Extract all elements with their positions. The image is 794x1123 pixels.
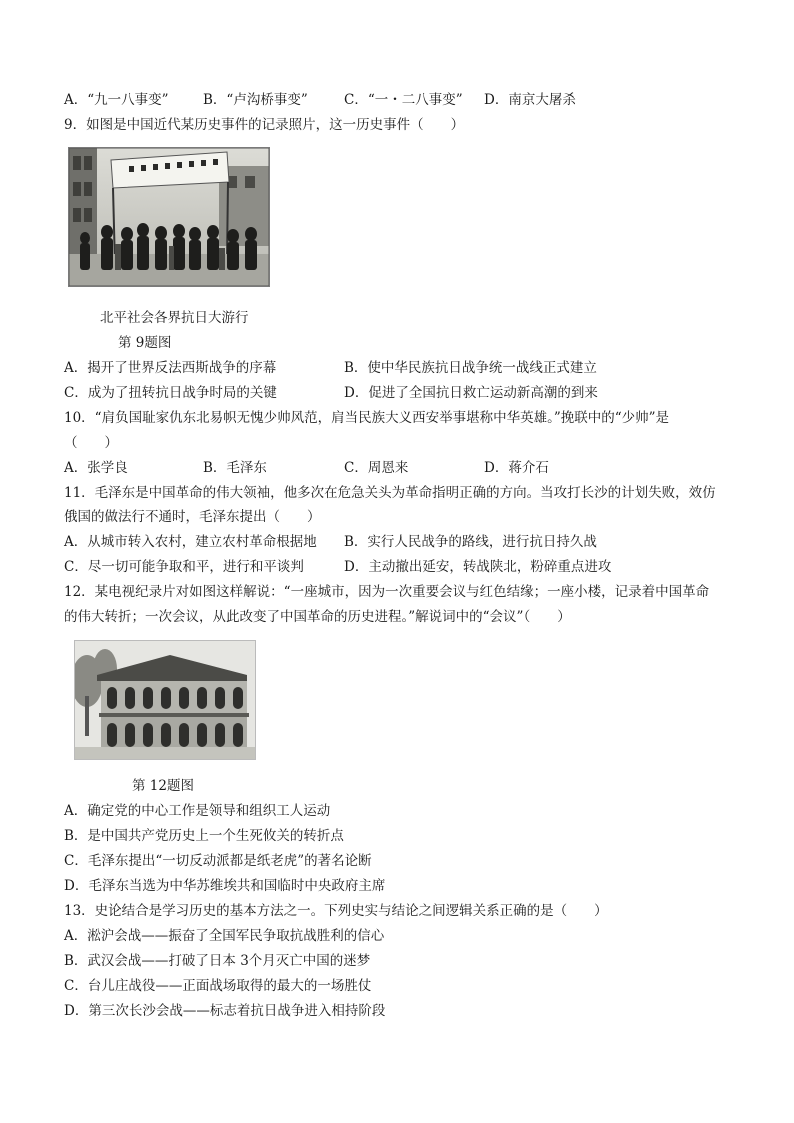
q10-option-d: D．蒋介石 [484, 460, 549, 476]
q13-option-d: D．第三次长沙会战——标志着抗日战争进入相持阶段 [64, 1003, 386, 1019]
q9-option-b: B．使中华民族抗日战争统一战线正式建立 [344, 360, 597, 376]
q11-option-c: C．尽一切可能争取和平，进行和平谈判 [64, 559, 304, 575]
q12-stem-line1: 12．某电视纪录片对如图这样解说：“一座城市，因为一次重要会议与红色结缘；一座小楼，记录着中国革命 [64, 584, 710, 600]
q11-option-b: B．实行人民战争的路线，进行抗日持久战 [344, 534, 597, 550]
q12-figure-label: 第 12题图 [132, 778, 194, 794]
q12-option-c: C．毛泽东提出“一切反动派都是纸老虎”的著名论断 [64, 853, 372, 869]
q11-option-d: D．主动撤出延安，转战陕北，粉碎重点进攻 [344, 559, 612, 575]
q8-option-b: B．“卢沟桥事变” [203, 92, 308, 108]
q11-option-a: A．从城市转入农村，建立农村革命根据地 [64, 534, 317, 550]
q13-option-c: C．台儿庄战役——正面战场取得的最大的一场胜仗 [64, 978, 372, 994]
q13-option-a: A．淞沪会战——振奋了全国军民争取抗战胜利的信心 [64, 928, 385, 944]
q9-photo-protest-march [68, 147, 270, 287]
q8-option-d: D．南京大屠杀 [484, 92, 576, 108]
q12-option-d: D．毛泽东当选为中华苏维埃共和国临时中央政府主席 [64, 878, 386, 894]
q9-figure-label: 第 9题图 [118, 335, 172, 351]
q8-option-c: C．“一・二八事变” [344, 92, 463, 108]
q9-option-d: D．促进了全国抗日救亡运动新高潮的到来 [344, 385, 598, 401]
q10-stem-line2: （ ） [64, 435, 118, 451]
q12-option-b: B．是中国共产党历史上一个生死攸关的转折点 [64, 828, 344, 844]
q11-stem-line1: 11．毛泽东是中国革命的伟大领袖，他多次在危急关头为革命指明正确的方向。当攻打长沙的计划失败，效仿 [64, 485, 716, 501]
q9-stem: 9．如图是中国近代某历史事件的记录照片，这一历史事件（ ） [64, 117, 465, 133]
q12-option-a: A．确定党的中心工作是领导和组织工人运动 [64, 803, 331, 819]
q10-stem-line1: 10．“肩负国耻家仇东北易帜无愧少帅风范，肩当民族大义西安举事堪称中华英雄。”挽联中的“少帅”是 [64, 410, 670, 426]
q11-stem-line2: 俄国的做法行不通时，毛泽东提出（ ） [64, 509, 321, 525]
q9-option-c: C．成为了扭转抗日战争时局的关键 [64, 385, 277, 401]
q13-option-b: B．武汉会战——打破了日本 3个月灭亡中国的迷梦 [64, 953, 371, 969]
q9-photo-caption: 北平社会各界抗日大游行 [100, 310, 249, 326]
q10-option-c: C．周恩来 [344, 460, 409, 476]
q10-option-a: A．张学良 [64, 460, 128, 476]
q8-option-a: A．“九一八事变” [64, 92, 169, 108]
q12-photo-zunyi-building [74, 640, 256, 760]
q10-option-b: B．毛泽东 [203, 460, 267, 476]
q13-stem: 13．史论结合是学习历史的基本方法之一。下列史实与结论之间逻辑关系正确的是（ ） [64, 903, 608, 919]
q9-option-a: A．揭开了世界反法西斯战争的序幕 [64, 360, 277, 376]
q12-stem-line2: 的伟大转折；一次会议，从此改变了中国革命的历史进程。”解说词中的“会议”（ ） [64, 609, 571, 625]
